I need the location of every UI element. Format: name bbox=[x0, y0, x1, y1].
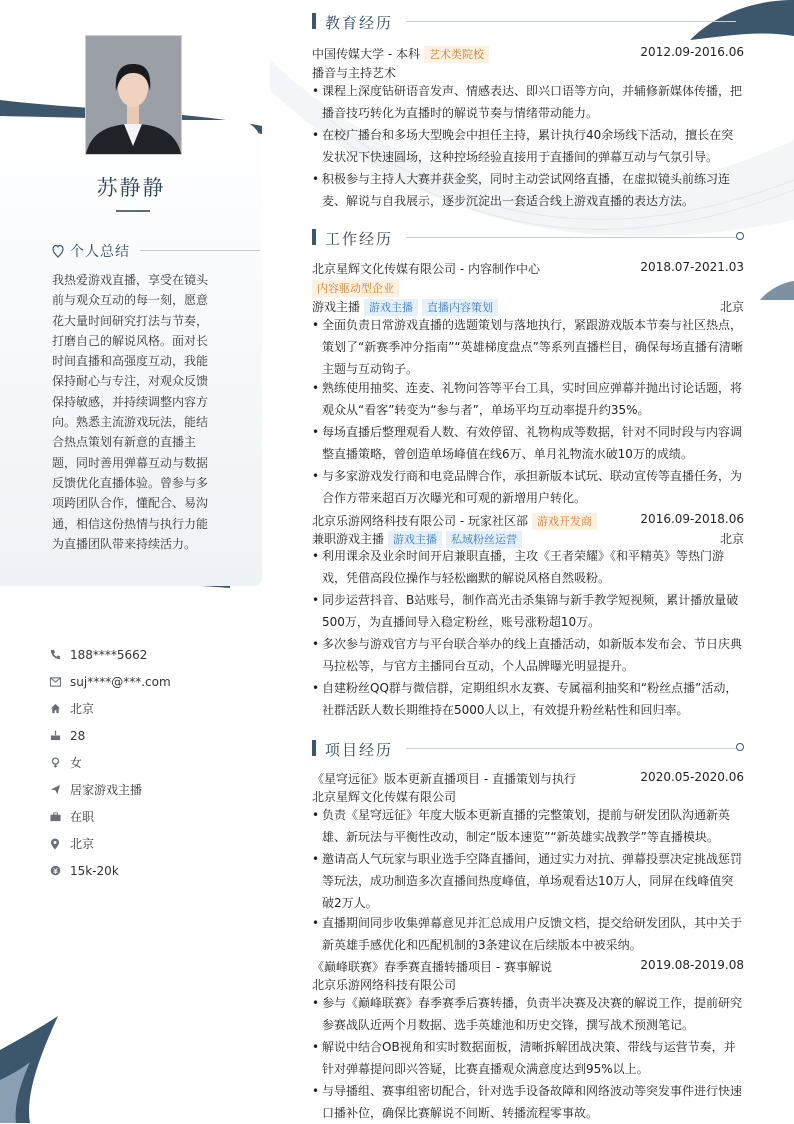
project-title: 项目经历 bbox=[325, 741, 394, 759]
info-value: 在职 bbox=[70, 810, 95, 824]
education-date: 2012.09-2016.06 bbox=[640, 45, 744, 59]
company-name: 北京星辉文化传媒有限公司 - 内容制作中心 bbox=[312, 262, 540, 276]
list-item: • 熟练使用抽奖、连麦、礼物问答等平台工具，实时回应弹幕并抛出讨论话题，将观众从“看客”转变为“参与者”，单场平均互动率提升约35%。 bbox=[312, 377, 744, 421]
heading-bar bbox=[312, 229, 316, 245]
info-email bbox=[50, 668, 250, 695]
project-date: 2019.08-2019.08 bbox=[640, 958, 744, 972]
bullet-text: 多次参与游戏官方与平台联合举办的线上直播活动，如新版本发布会、节日庆典马拉松等，与官方主播同台互动，个人品牌曝光明显提升。 bbox=[322, 637, 743, 673]
bullet-text: 直播期间同步收集弹幕意见并汇总成用户反馈文档，提交给研发团队，其中关于新英雄手感优化和匹配机制的3条建议在后续版本中被采纳。 bbox=[322, 916, 743, 952]
list-item: • 同步运营抖音、B站账号，制作高光击杀集锦与新手教学短视频，累计播放量破500万，为直播间导入稳定粉丝，账号涨粉超10万。 bbox=[312, 589, 744, 633]
candidate-name: 苏静静 bbox=[96, 176, 166, 200]
education-heading bbox=[312, 12, 744, 32]
list-item: • 课程上深度钻研语音发声、情感表达、即兴口语等方向，并辅修新媒体传播，把播音技巧转化为直播时的解说节奏与情绪带动能力。 bbox=[312, 80, 744, 124]
info-value: suj****@***.com bbox=[70, 674, 171, 689]
info-city bbox=[50, 830, 250, 857]
contact-info bbox=[50, 641, 250, 884]
bullet-text: 课程上深度钻研语音发声、情感表达、即兴口语等方向，并辅修新媒体传播，把播音技巧转化为直播时的解说节奏与情绪带动能力。 bbox=[322, 84, 743, 120]
bullet-text: 每场直播后整理观看人数、有效停留、礼物构成等数据，针对不同时段与内容调整直播策略，曾创造单场峰值在线6万、单月礼物流水破10万的成绩。 bbox=[322, 425, 743, 461]
name-divider bbox=[116, 210, 150, 212]
gender-icon bbox=[50, 757, 70, 768]
company-tag: 游戏开发商 bbox=[532, 513, 597, 530]
education-header bbox=[312, 45, 744, 63]
bullet-text: 解说中结合OB视角和实时数据面板，清晰拆解团战决策、带线与运营节奏，并针对弹幕提问即兴答疑，比赛直播观众满意度达到95%以上。 bbox=[322, 1040, 736, 1076]
role-name: 兼职游戏主播 bbox=[312, 532, 385, 546]
project-heading bbox=[312, 739, 744, 759]
list-item: • 直播期间同步收集弹幕意见并汇总成用户反馈文档，提交给研发团队，其中关于新英雄手感优化和匹配机制的3条建议在后续版本中被采纳。 bbox=[312, 912, 744, 956]
info-value: 居家游戏主播 bbox=[70, 783, 143, 797]
job2-header bbox=[312, 512, 744, 530]
bullet-text: 与多家游戏发行商和电竞品牌合作，承担新版本试玩、联动宣传等直播任务，为合作方带来超百万次曝光和可观的新增用户转化。 bbox=[322, 469, 743, 505]
project-company: 北京星辉文化传媒有限公司 bbox=[312, 790, 457, 804]
info-value: 15k-20k bbox=[70, 863, 119, 878]
role-tag: 游戏主播 bbox=[364, 299, 418, 316]
list-item: • 邀请高人气玩家与职业选手空降直播间，通过实力对抗、弹幕投票决定挑战惩罚等玩法，成功制造多次直播间热度峰值，单场观看达10万人，同屏在线峰值突破2万人。 bbox=[312, 848, 744, 914]
info-value: 北京 bbox=[70, 837, 95, 851]
heading-dot bbox=[736, 232, 744, 240]
info-value: 28 bbox=[70, 728, 86, 743]
heading-line bbox=[406, 21, 736, 22]
home-icon bbox=[50, 703, 70, 714]
summary-divider bbox=[140, 250, 260, 251]
project2-header bbox=[312, 958, 744, 975]
bullet-text: 同步运营抖音、B站账号，制作高光击杀集锦与新手教学短视频，累计播放量破500万，为直播间导入稳定粉丝，账号涨粉超10万。 bbox=[322, 593, 739, 629]
bullet-text: 自建粉丝QQ群与微信群，定期组织水友赛、专属福利抽奖和“粉丝点播”活动，社群活跃人数长期维持在5000人以上，有效提升粉丝粘性和回归率。 bbox=[322, 681, 738, 717]
heart-icon bbox=[52, 244, 64, 258]
info-age bbox=[50, 722, 250, 749]
role-name: 游戏主播 bbox=[312, 300, 361, 314]
info-value: 女 bbox=[70, 756, 83, 770]
project-date: 2020.05-2020.06 bbox=[640, 770, 744, 784]
job-date: 2018.07-2021.03 bbox=[640, 260, 744, 274]
list-item: • 与多家游戏发行商和电竞品牌合作，承担新版本试玩、联动宣传等直播任务，为合作方带来超百万次曝光和可观的新增用户转化。 bbox=[312, 465, 744, 509]
list-item: • 多次参与游戏官方与平台联合举办的线上直播活动，如新版本发布会、节日庆典马拉松等，与官方主播同台互动，个人品牌曝光明显提升。 bbox=[312, 633, 744, 677]
job-date: 2016.09-2018.06 bbox=[640, 512, 744, 526]
info-gender bbox=[50, 749, 250, 776]
info-phone bbox=[50, 641, 250, 668]
job1-header bbox=[312, 260, 744, 277]
work-heading bbox=[312, 228, 744, 248]
list-item: • 每场直播后整理观看人数、有效停留、礼物构成等数据，针对不同时段与内容调整直播策略，曾创造单场峰值在线6万、单月礼物流水破10万的成绩。 bbox=[312, 421, 744, 465]
bullet-text: 积极参与主持人大赛并获金奖，同时主动尝试网络直播，在虚拟镜头前练习连麦、解说与自我展示，逐步沉淀出一套适合线上游戏直播的表达方法。 bbox=[322, 172, 731, 208]
info-status bbox=[50, 803, 250, 830]
heading-dot bbox=[736, 743, 744, 751]
heading-line bbox=[406, 748, 736, 749]
heading-bar bbox=[312, 740, 316, 756]
list-item: • 负责《星穹远征》年度大版本更新直播的完整策划，提前与研发团队沟通新英雄、新玩法与平衡性改动，制定“版本速览”“新英雄实战教学”等直播模块。 bbox=[312, 804, 744, 848]
job-city: 北京 bbox=[719, 300, 744, 314]
list-item: • 参与《巅峰联赛》春季赛季后赛转播，负责半决赛及决赛的解说工作，提前研究参赛战队近两个月数据、选手英雄池和历史交锋，撰写战术预测笔记。 bbox=[312, 992, 744, 1036]
info-home bbox=[50, 695, 250, 722]
location-icon bbox=[50, 838, 70, 850]
education-title: 教育经历 bbox=[325, 14, 394, 32]
major: 播音与主持艺术 bbox=[312, 66, 397, 80]
bullet-text: 利用课余及业余时间开启兼职直播，主攻《王者荣耀》《和平精英》等热门游戏，凭借高段位操作与轻松幽默的解说风格自然吸粉。 bbox=[322, 549, 725, 585]
role-tag: 直播内容策划 bbox=[422, 299, 498, 316]
heading-bar bbox=[312, 13, 316, 29]
company-tag: 内容驱动型企业 bbox=[312, 280, 399, 297]
bullet-text: 与导播组、赛事组密切配合，针对选手设备故障和网络波动等突发事件进行快速口播补位，确保比赛解说不间断、转播流程零事故。 bbox=[322, 1084, 743, 1120]
list-item: • 与导播组、赛事组密切配合，针对选手设备故障和网络波动等突发事件进行快速口播补位，确保比赛解说不间断、转播流程零事故。 bbox=[312, 1080, 744, 1124]
school-tag: 艺术类院校 bbox=[424, 46, 489, 63]
profile-photo bbox=[85, 35, 182, 155]
send-icon bbox=[50, 784, 70, 795]
bullet-text: 全面负责日常游戏直播的选题策划与落地执行，紧跟游戏版本节奏与社区热点，策划了“新赛季冲分指南”“英雄梯度盘点”等系列直播栏目，确保每场直播有清晰主题与互动钩子。 bbox=[322, 318, 743, 376]
work-title: 工作经历 bbox=[325, 230, 394, 248]
list-item: • 积极参与主持人大赛并获金奖，同时主动尝试网络直播，在虚拟镜头前练习连麦、解说与自我展示，逐步沉淀出一套适合线上游戏直播的表达方法。 bbox=[312, 168, 744, 212]
list-item: • 在校广播台和多场大型晚会中担任主持，累计执行40余场线下活动，擅长在突发状况下快速圆场，这种控场经验直接用于直播间的弹幕互动与气氛引导。 bbox=[312, 124, 744, 168]
list-item: • 解说中结合OB视角和实时数据面板，清晰拆解团战决策、带线与运营节奏，并针对弹幕提问即兴答疑，比赛直播观众满意度达到95%以上。 bbox=[312, 1036, 744, 1080]
summary-title: 个人总结 bbox=[70, 244, 130, 260]
bullet-text: 参与《巅峰联赛》春季赛季后赛转播，负责半决赛及决赛的解说工作，提前研究参赛战队近两个月数据、选手英雄池和历史交锋，撰写战术预测笔记。 bbox=[322, 996, 743, 1032]
project1-header bbox=[312, 770, 744, 787]
info-salary bbox=[50, 857, 250, 884]
heading-line bbox=[406, 237, 736, 238]
list-item: • 全面负责日常游戏直播的选题策划与落地执行，紧跟游戏版本节奏与社区热点，策划了“新赛季冲分指南”“英雄梯度盘点”等系列直播栏目，确保每场直播有清晰主题与互动钩子。 bbox=[312, 314, 744, 380]
salary-icon bbox=[50, 865, 70, 876]
cake-icon bbox=[50, 730, 70, 741]
project-name: 《星穹远征》版本更新直播项目 - 直播策划与执行 bbox=[312, 772, 576, 786]
heading-dot bbox=[736, 16, 744, 24]
summary-heading bbox=[52, 241, 252, 261]
summary-text: 我热爱游戏直播，享受在镜头前与观众互动的每一刻，愿意花大量时间研究打法与节奏，打磨自己的解说风格。面对长时间直播和高强度互动，我能保持耐心与专注，对观众反馈保持敏感，并持续调整内容方向。熟悉主流游戏玩法，能结合热点策划有新意的直播主题，同时善用弹幕互动与数据反馈优化直播体验。曾参与多项跨团队合作，懂配合、易沟通，相信这份热情与执行力能为直播团队带来持续活力。 bbox=[52, 273, 209, 551]
company-name: 北京乐游网络科技有限公司 - 玩家社区部 bbox=[312, 514, 528, 528]
phone-icon bbox=[50, 649, 70, 660]
school-name: 中国传媒大学 - 本科 bbox=[312, 47, 420, 61]
bullet-text: 邀请高人气玩家与职业选手空降直播间，通过实力对抗、弹幕投票决定挑战惩罚等玩法，成功制造多次直播间热度峰值，单场观看达10万人，同屏在线峰值突破2万人。 bbox=[322, 852, 743, 910]
bullet-text: 负责《星穹远征》年度大版本更新直播的完整策划，提前与研发团队沟通新英雄、新玩法与平衡性改动，制定“版本速览”“新英雄实战教学”等直播模块。 bbox=[322, 808, 731, 844]
bullet-text: 在校广播台和多场大型晚会中担任主持，累计执行40余场线下活动，擅长在突发状况下快速圆场，这种控场经验直接用于直播间的弹幕互动与气氛引导。 bbox=[322, 128, 734, 164]
list-item: • 自建粉丝QQ群与微信群，定期组织水友赛、专属福利抽奖和“粉丝点播”活动，社群活跃人数长期维持在5000人以上，有效提升粉丝粘性和回归率。 bbox=[312, 677, 744, 721]
briefcase-icon bbox=[50, 812, 70, 822]
job1-company-tag-row bbox=[312, 280, 744, 297]
role-tag: 游戏主播 bbox=[388, 531, 442, 548]
info-value: 188****5662 bbox=[70, 647, 148, 662]
bullet-text: 熟练使用抽奖、连麦、礼物问答等平台工具，实时回应弹幕并抛出讨论话题，将观众从“看客”转变为“参与者”，单场平均互动率提升约35%。 bbox=[322, 381, 743, 417]
list-item: • 利用课余及业余时间开启兼职直播，主攻《王者荣耀》《和平精英》等热门游戏，凭借高段位操作与轻松幽默的解说风格自然吸粉。 bbox=[312, 545, 744, 589]
project-company: 北京乐游网络科技有限公司 bbox=[312, 978, 457, 992]
mail-icon bbox=[50, 677, 70, 687]
job-city: 北京 bbox=[719, 532, 744, 546]
project-name: 《巅峰联赛》春季赛直播转播项目 - 赛事解说 bbox=[312, 960, 552, 974]
info-intention bbox=[50, 776, 250, 803]
role-tag: 私域粉丝运营 bbox=[446, 531, 522, 548]
info-value: 北京 bbox=[70, 702, 95, 716]
